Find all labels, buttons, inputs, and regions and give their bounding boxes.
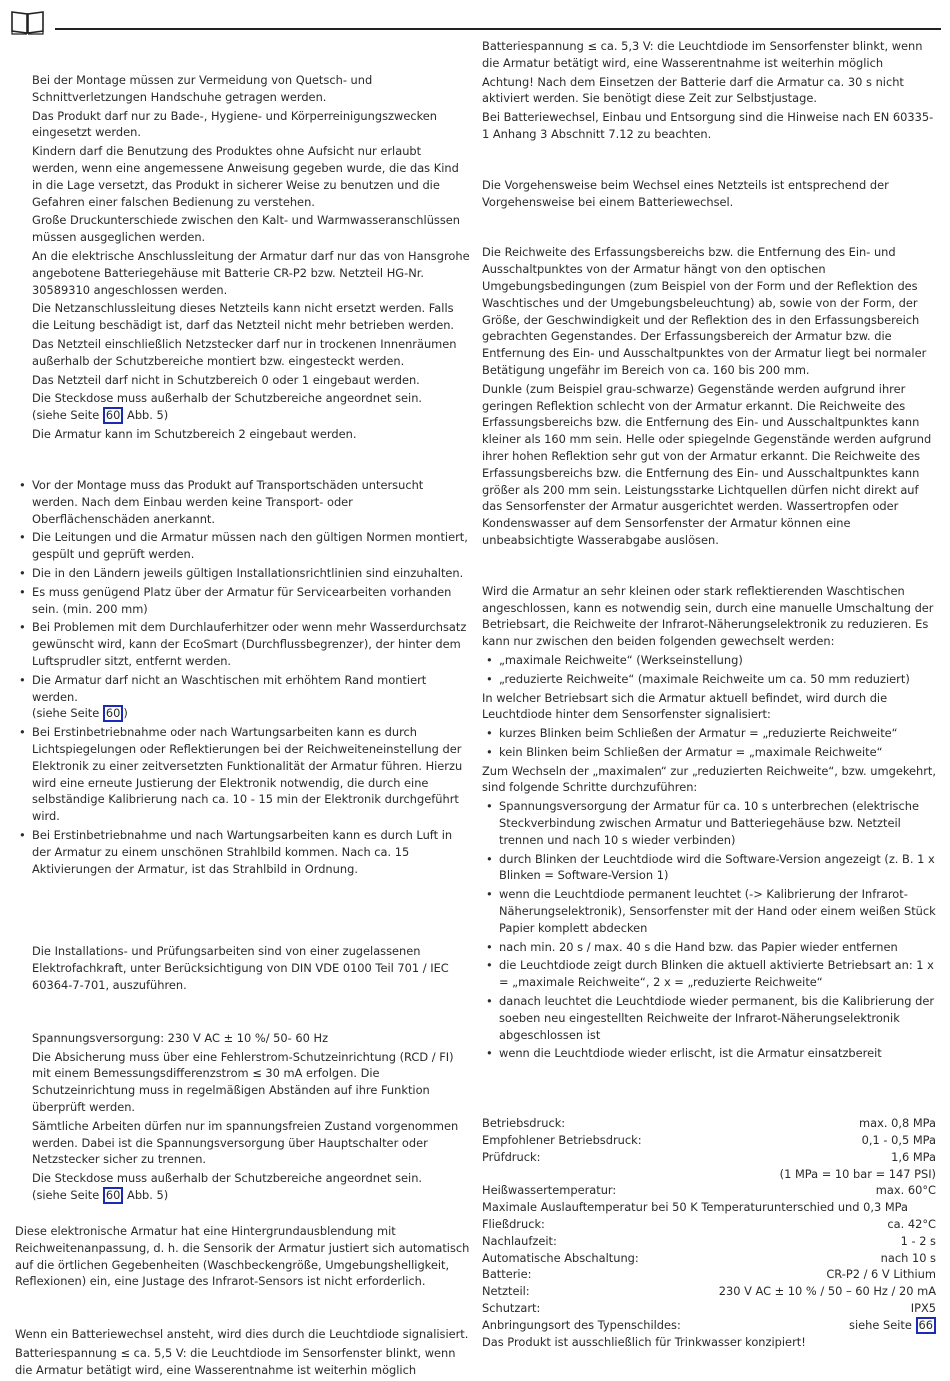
page-link-66[interactable]: 66 (916, 1317, 937, 1334)
list-item: • kurzes Blinken beim Schließen der Armatur = „reduzierte Reichweite“ (482, 725, 936, 742)
spec-row: Betriebsdruck: max. 0,8 MPa (482, 1116, 936, 1131)
spec-row: Fließdruck: ca. 42°C (482, 1217, 936, 1232)
page-link-60[interactable]: 60 (103, 705, 124, 722)
spec-row: Heißwassertemperatur: max. 60°C (482, 1183, 936, 1198)
pressure-conversion: (1 MPa = 10 bar = 147 PSI) (779, 1166, 936, 1181)
list-item: • Die in den Ländern jeweils gültigen Installationsrichtlinien sind einzuhalten. (15, 565, 470, 582)
list-item: • Die Armatur darf nicht an Waschtischen mit erhöhtem Rand montiert werden. (siehe Seite 60 ) (15, 672, 470, 723)
right-column (482, 38, 936, 1351)
spec-row: Batterie: CR-P2 / 6 V Lithium (482, 1267, 936, 1282)
safety-note: Das Netzteil einschließlich Netzstecker darf nur in trockenen Innenräumen außerhalb der Schutzbereiche montiert bzw. eingesteckt werden. (32, 336, 457, 368)
socket-note: Die Steckdose muss außerhalb der Schutzbereiche angeordnet sein. (siehe Seite 60 Abb. 5) (32, 1171, 423, 1203)
modes-intro: Wird die Armatur an sehr kleinen oder stark reflektierenden Waschtischen angeschlossen, kann es notwendig sein, durch eine manuelle Umschaltung der Betriebsart, die Reichweite der Infrarot-Näherungselektronik zu reduzieren. Es kann nur zwischen den beiden folgenden gewechselt werden: (482, 583, 934, 649)
list-item: • nach min. 20 s / max. 40 s die Hand bzw. das Papier wieder entfernen (482, 939, 936, 956)
list-item: • „maximale Reichweite“ (Werkseinstellung) (482, 652, 936, 669)
safety-note: Das Netzteil darf nicht in Schutzbereich 0 oder 1 eingebaut werden. (32, 372, 420, 387)
safety-note: An die elektrische Anschlussleitung der Armatur darf nur das von Hansgrohe angebotene Batteriegehäuse mit Batterie CR-P2 bzw. Netzteil HG-Nr. 30589310 angeschlossen werden. (32, 248, 470, 297)
safety-notes (15, 72, 470, 443)
tech-specs (482, 1115, 936, 1350)
list-item: • „reduzierte Reichweite“ (maximale Reichweite um ca. 50 mm reduziert) (482, 671, 936, 688)
drinking-water-note: Das Produkt ist ausschließlich für Trinkwasser konzipiert! (482, 1334, 806, 1349)
electrician-note: Die Installations- und Prüfungsarbeiten sind von einer zugelassenen Elektrofachkraft, unter Berücksichtigung von DIN VDE 0100 Teil 701 / IEC 60364-7-701, auszuführen. (32, 944, 449, 993)
spec-row: Empfohlener Betriebsdruck: 0,1 - 0,5 MPa (482, 1133, 936, 1148)
steps-list (482, 798, 936, 1062)
psu-note: Die Vorgehensweise beim Wechsel eines Netzteils ist entsprechend der Vorgehensweise bei einem Batteriewechsel. (482, 177, 889, 209)
list-item: • Es muss genügend Platz über der Armatur für Servicearbeiten vorhanden sein. (min. 200 mm) (15, 584, 470, 618)
book-icon (11, 9, 44, 35)
list-item: • wenn die Leuchtdiode permanent leuchtet (-> Kalibrierung der Infrarot-Näherungselektronik), Sensorfenster mit der Hand oder einem weißen Stück Papier komplett abdecken (482, 886, 936, 936)
electric-note: Sämtliche Arbeiten dürfen nur im spannungsfreien Zustand vorgenommen werden. Dabei ist die Spannungsversorgung über Hauptschalter oder Netzstecker sicher zu trennen. (32, 1118, 459, 1167)
voltage-note: Spannungsversorgung: 230 V AC ± 10 %/ 50- 60 Hz (32, 1030, 329, 1045)
zone-note: Die Armatur kann im Schutzbereich 2 eingebaut werden. (32, 427, 357, 442)
page-link-60[interactable]: 60 (103, 1187, 124, 1204)
range-paragraph: Dunkle (zum Beispiel grau-schwarze) Gegenstände werden aufgrund ihrer geringen Reflektion schlecht von der Armatur erkannt. Die Reichweite des Erfassungsbereichs bzw. die Entfernung des Ein- und Ausschaltpunktes kann kleiner als 160 mm sein. Helle oder spiegelnde Gegenstände werden aufgrund ihrer hohen Reflektion sehr gut von der Armatur erkannt. Die Reichweite des Erfassungsbereichs bzw. die Entfernung des Ein- und Ausschaltpunktes kann größer als 200 mm sein. Leistungsstarke Lichtquellen dürfen nicht direkt auf das Sensorfenster der Armatur ausgerichtet werden. Wassertropfen oder Kondenswasser auf dem Sensorfenster der Armatur können eine unbeabsichtigte Wasserabgabe auslösen. (482, 381, 932, 547)
safety-note: Große Druckunterschiede zwischen den Kalt- und Warmwasseranschlüssen müssen ausgeglichen werden. (32, 213, 461, 245)
list-item: • Bei Erstinbetriebnahme und nach Wartungsarbeiten kann es durch Luft in der Armatur zu einem unschönen Strahlbild kommen. Nach ca. 15 Aktivierungen der Armatur, ist das Strahlbild in Ordnung. (15, 827, 470, 877)
battery-note: Batteriespannung ≤ ca. 5,3 V: die Leuchtdiode im Sensorfenster blinkt, wenn die Armatur betätigt wird, eine Wasserentnahme ist weiterhin möglich (482, 39, 923, 70)
list-item: • Die Leitungen und die Armatur müssen nach den gültigen Normen montiert, gespült und geprüft werden. (15, 529, 470, 563)
list-item: • Vor der Montage muss das Produkt auf Transportschäden untersucht werden. Nach dem Einbau werden keine Transport- oder Oberflächenschäden anerkannt. (15, 477, 470, 527)
switch-intro: Zum Wechseln der „maximalen“ zur „reduzierten Reichweite“, bzw. umgekehrt, sind folgende Schritte durchzuführen: (482, 763, 937, 795)
list-item: • durch Blinken der Leuchtdiode wird die Software-Version angezeigt (z. B. 1 x Blinken = Software-Version 1) (482, 851, 936, 885)
list-item: • wenn die Leuchtdiode wieder erlischt, ist die Armatur einsatzbereit (482, 1045, 936, 1062)
left-column (15, 38, 470, 1381)
modes-list (482, 652, 936, 688)
spec-row: Netzteil: 230 V AC ± 10 % / 50 – 60 Hz / 20 mA (482, 1284, 936, 1299)
header-rule (55, 28, 941, 30)
electric-note: Die Absicherung muss über eine Fehlerstrom-Schutzeinrichtung (RCD / FI) mit einem Bemessungsdifferenzstrom ≤ 30 mA erfolgen. Die Schutzeinrichtung muss in regelmäßigen Abständen auf ihre Funktion überprüft werden. (32, 1049, 454, 1115)
spec-row: Anbringungsort des Typenschildes: siehe Seite 66 (482, 1317, 936, 1334)
function-description: Diese elektronische Armatur hat eine Hintergrundausblendung mit Reichweitenanpassung, d. h. die Sensorik der Armatur justiert sich automatisch auf die örtlichen Gegebenheiten (Waschbeckengröße, Umgebungshelligkeit, Reflexionen) ein, eine Justage des Infrarot-Sensors ist nicht erforderlich. (15, 1224, 470, 1289)
list-item: • Bei Problemen mit dem Durchlauferhitzer oder wenn mehr Wasserdurchsatz gewünscht wird, kann der EcoSmart (Durchflussbegrenzer), der hinter dem Luftsprudler sitzt, entfernt werden. (15, 619, 470, 669)
spec-row: Automatische Abschaltung: nach 10 s (482, 1250, 936, 1265)
safety-note: Das Produkt darf nur zu Bade-, Hygiene- und Körperreinigungszwecken eingesetzt werden. (32, 108, 438, 140)
signal-intro: In welcher Betriebsart sich die Armatur aktuell befindet, wird durch die Leuchtdiode hinter dem Sensorfenster signalisiert: (482, 690, 888, 722)
list-item: • kein Blinken beim Schließen der Armatur = „maximale Reichweite“ (482, 744, 936, 761)
battery-note: Achtung! Nach dem Einsetzen der Batterie darf die Armatur ca. 30 s nicht aktiviert werden. Sie benötigt diese Zeit zur Selbstjustage. (482, 74, 904, 106)
spec-row: Prüfdruck: 1,6 MPa (482, 1149, 936, 1164)
list-item: • Bei Erstinbetriebnahme oder nach Wartungsarbeiten kann es durch Lichtspiegelungen oder Reflektierungen bei der Reichweiteneinstellung der Elektronik zu einer zeitversetzten Funktionalität der Armatur führen. Hierzu wird eine erneute Justierung der Elektronik notwendig, die durch eine selbständige Kalibrierung nach ca. 10 - 15 min der Elektronik durchgeführt wird. (15, 724, 470, 825)
battery-note: Bei Batteriewechsel, Einbau und Entsorgung sind die Hinweise nach EN 60335-1 Anhang 3 Abschnitt 7.12 zu beachten. (482, 110, 934, 141)
range-paragraph: Die Reichweite des Erfassungsbereichs bzw. die Entfernung des Ein- und Ausschaltpunktes von der Armatur hängt von den optischen Umgebungsbedingungen (zum Beispiel von der Form und der Reflektion des Waschtisches und der Umgebungsbeleuchtung) ab, sowie von der Form, der Größe, der Geschwindigkeit und der Reflektion des in den Erfassungsbereich gebrachten Gegenstandes. Der Erfassungsbereich der Armatur bzw. die Entfernung des Ein- und Ausschaltpunktes von der Armatur liegt bei normaler Betätigung ungefähr im Bereich von ca. 160 bis 200 mm. (482, 245, 927, 377)
spec-row: Schutzart: IPX5 (482, 1301, 936, 1315)
safety-note: Kindern darf die Benutzung des Produktes ohne Aufsicht nur erlaubt werden, wenn eine angemessene Anweisung gegeben wurde, die das Kind in die Lage versetzt, das Produkt in sicherer Weise zu benutzen und die Gefahren einer falschen Bedienung zu verstehen. (32, 144, 459, 209)
battery-note: Batteriespannung ≤ ca. 5,5 V: die Leuchtdiode im Sensorfenster blinkt, wenn die Armatur betätigt wird, eine Wasserentnahme ist weiterhin möglich (15, 1346, 456, 1377)
list-item: • Spannungsversorgung der Armatur für ca. 10 s unterbrechen (elektrische Steckverbindung zwischen Armatur und Batteriegehäuse bzw. Netzteil trennen und nach 10 s wieder verbinden) (482, 798, 936, 848)
list-item: • die Leuchtdiode zeigt durch Blinken die aktuell aktivierte Betriebsart an: 1 x = „maximale Reichweite“, 2 x = „reduzierte Reichweite“ (482, 957, 936, 991)
list-item: • danach leuchtet die Leuchtdiode wieder permanent, bis die Kalibrierung der soeben neu eingestellten Reichweite der Infrarot-Näherungselektronik abgeschlossen ist (482, 993, 936, 1043)
signal-list (482, 725, 936, 761)
page-link-60[interactable]: 60 (103, 407, 124, 424)
battery-note: Wenn ein Batteriewechsel ansteht, wird dies durch die Leuchtdiode signalisiert. (15, 1327, 469, 1342)
installation-list (15, 477, 470, 878)
spec-row: Nachlaufzeit: 1 - 2 s (482, 1233, 936, 1248)
socket-note: Die Steckdose muss außerhalb der Schutzbereiche angeordnet sein. (siehe Seite 60 Abb. 5) (32, 391, 423, 423)
safety-note: Bei der Montage müssen zur Vermeidung von Quetsch- und Schnittverletzungen Handschuhe getragen werden. (32, 73, 373, 104)
safety-note: Die Netzanschlussleitung dieses Netzteils kann nicht ersetzt werden. Falls die Leitung beschädigt ist, darf das Netzteil nicht mehr betrieben werden. (32, 301, 455, 333)
spec-note: Maximale Auslauftemperatur bei 50 K Temperaturunterschied und 0,3 MPa (482, 1200, 909, 1215)
